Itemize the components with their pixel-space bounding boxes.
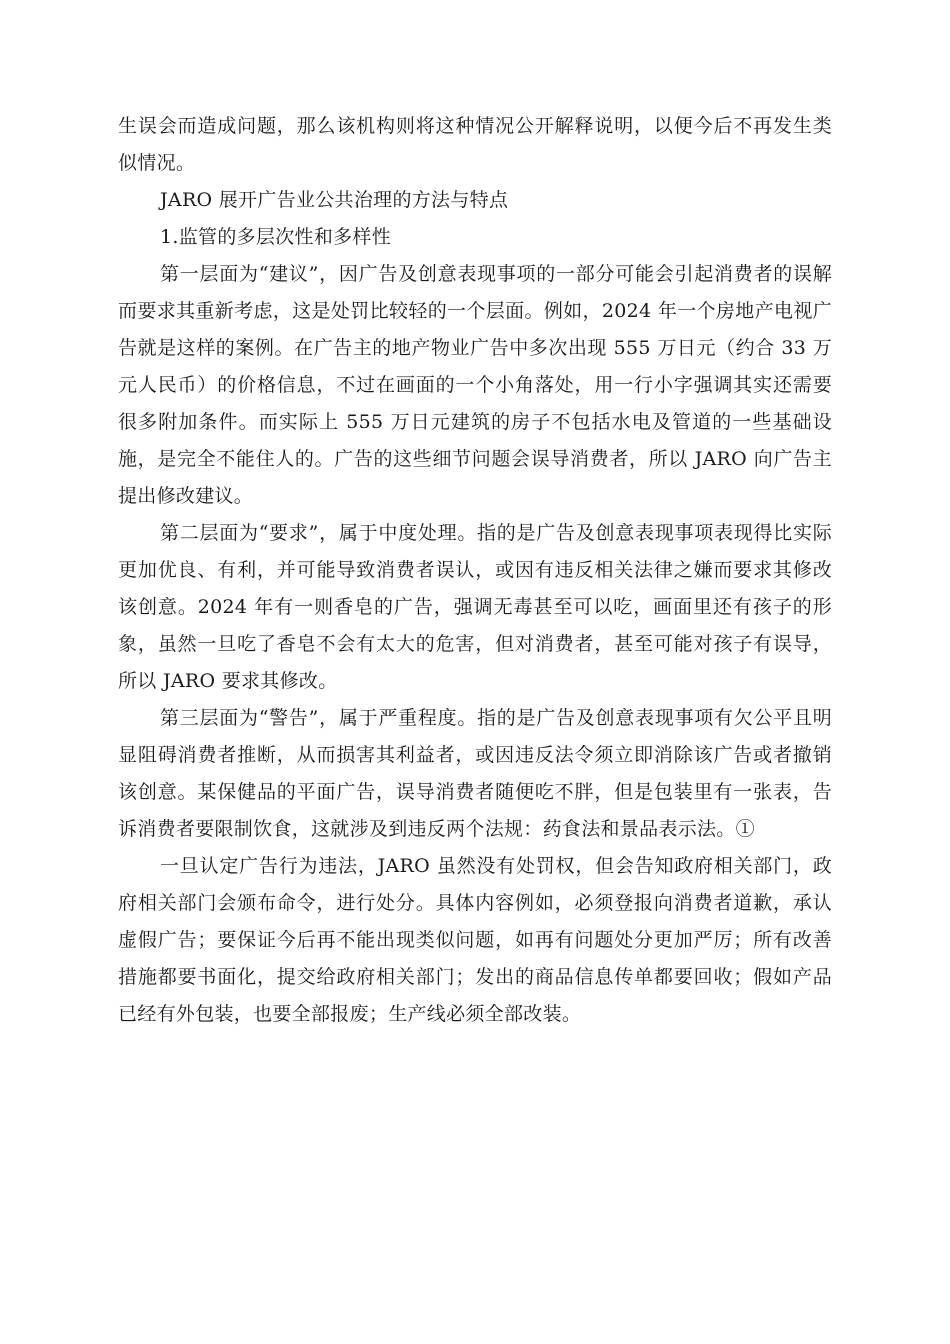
document-page — [118, 108, 832, 1033]
subheading: 1.监管的多层次性和多样性 — [160, 226, 392, 248]
paragraph-level-two: 第二层面为“要求”，属于中度处理。指的是广告及创意表现事项表现得比实际更加优良、有利，并可能导致消费者误认，或因有违反相关法律之嫌而要求其修改该创意。2024 年有一则香皂的广告，强调无毒甚至可以吃，画面里还有孩子的形象，虽然一旦吃了香皂不会有太大的危害，但对消费者，甚至可能对孩子有误导，所以 JARO 要求其修改。 — [118, 522, 832, 692]
section-heading: JARO 展开广告业公共治理的方法与特点 — [160, 189, 509, 211]
paragraph-enforcement: 一旦认定广告行为违法，JARO 虽然没有处罚权，但会告知政府相关部门，政府相关部门会颁布命令，进行处分。具体内容例如，必须登报向消费者道歉，承认虚假广告；要保证今后再不能出现类似问题，如再有问题处分更加严厉；所有改善措施都要书面化，提交给政府相关部门；发出的商品信息传单都要回收；假如产品已经有外包装，也要全部报废；生产线必须全部改装。 — [118, 855, 832, 1025]
paragraph-level-three: 第三层面为“警告”，属于严重程度。指的是广告及创意表现事项有欠公平且明显阻碍消费者推断，从而损害其利益者，或因违反法令须立即消除该广告或者撤销该创意。某保健品的平面广告，误导消费者随便吃不胖，但是包装里有一张表，告诉消费者要限制饮食，这就涉及到违反两个法规：药食法和景品表示法。① — [118, 707, 832, 840]
continuation-paragraph: 生误会而造成问题，那么该机构则将这种情况公开解释说明，以便今后不再发生类似情况。 — [118, 115, 832, 174]
paragraph-level-one: 第一层面为“建议”，因广告及创意表现事项的一部分可能会引起消费者的误解而要求其重新考虑，这是处罚比较轻的一个层面。例如，2024 年一个房地产电视广告就是这样的案例。在广告主的地产物业广告中多次出现 555 万日元（约合 33 万元人民币）的价格信息，不过在画面的一个小角落处，用一行小字强调其实还需要很多附加条件。而实际上 555 万日元建筑的房子不包括水电及管道的一些基础设施，是完全不能住人的。广告的这些细节问题会误导消费者，所以 JARO 向广告主提出修改建议。 — [118, 263, 832, 507]
